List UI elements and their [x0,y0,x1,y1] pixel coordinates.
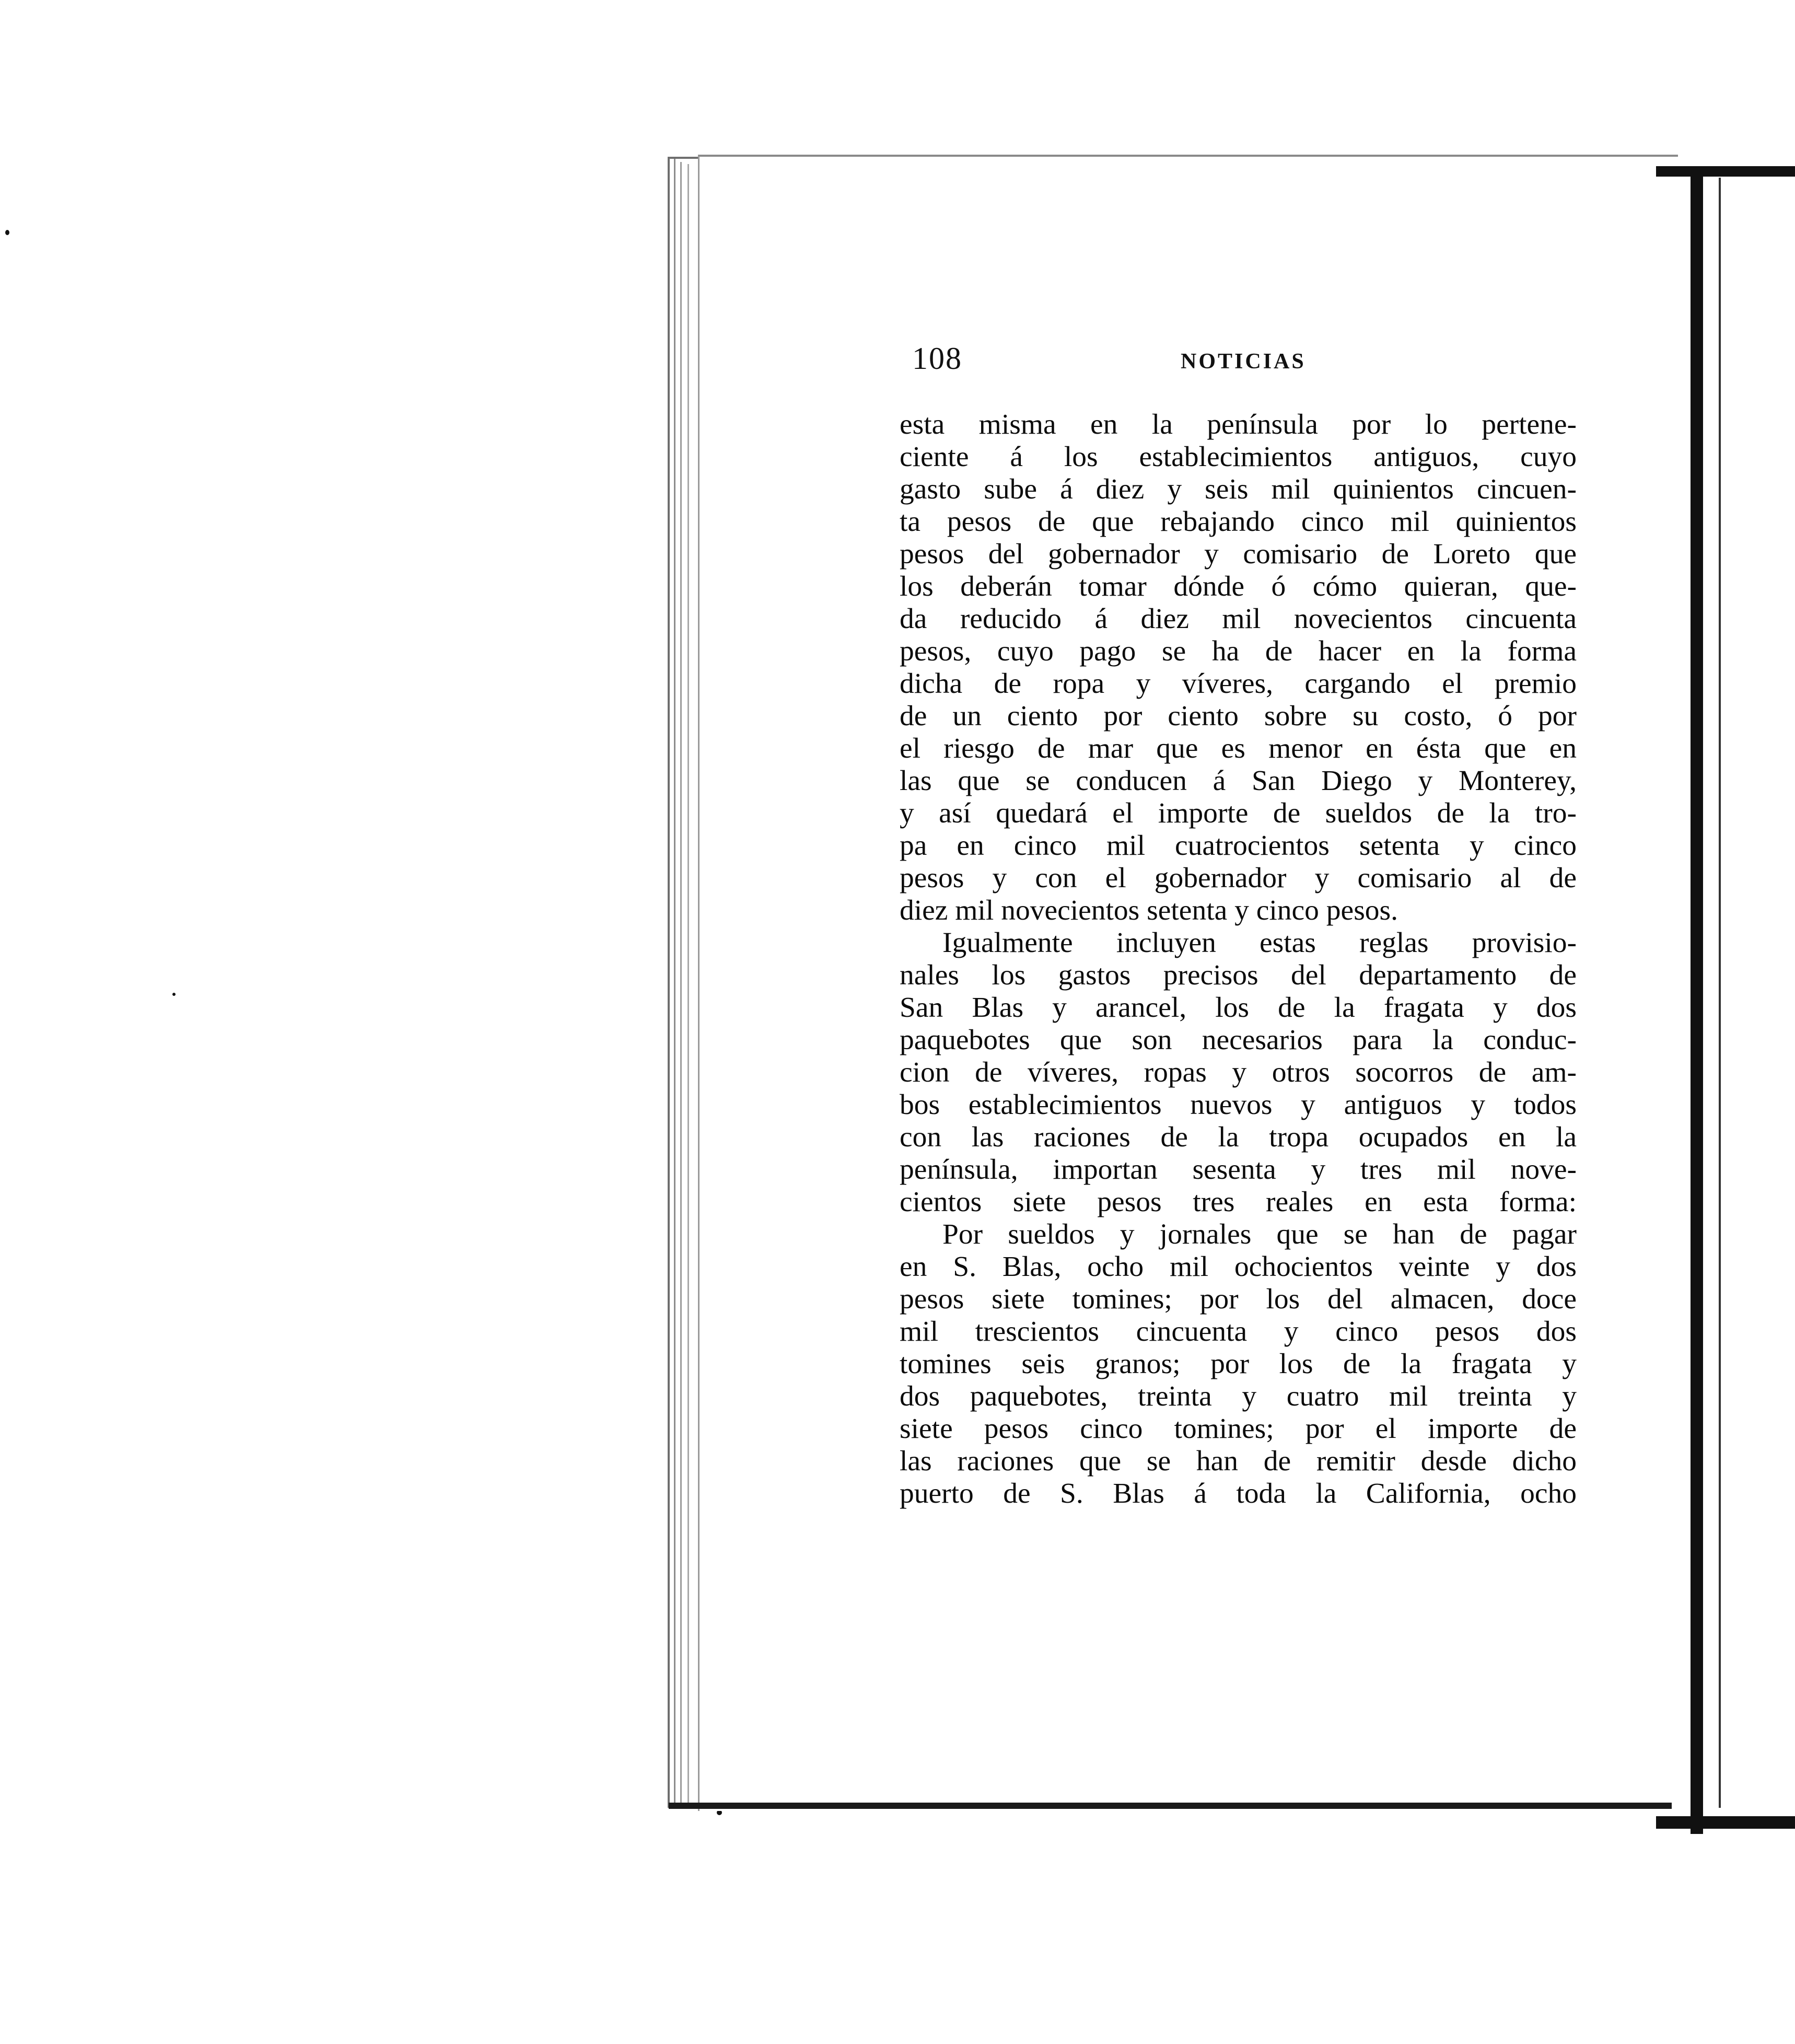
book-cover-edge [1656,1816,1795,1829]
text-line: San Blas y arancel, los de la fragata y dos [900,992,1577,1024]
text-line: gasto sube á diez y seis mil quinientos cincuen- [900,473,1577,505]
text-line: ta pesos de que rebajando cinco mil quinientos [900,506,1577,538]
text-line: siete pesos cinco tomines; por el importe de [900,1413,1577,1445]
text-line: con las raciones de la tropa ocupados en la [900,1121,1577,1153]
page-edge [687,164,689,1803]
text-line: Por sueldos y jornales que se han de pagar [942,1218,1577,1250]
text-line: pesos siete tomines; por los del almacen, doce [900,1283,1577,1315]
page-number: 108 [912,341,962,376]
page-bottom-edge [669,1803,1672,1809]
text-line: cientos siete pesos tres reales en esta forma: [900,1186,1577,1218]
text-line: en S. Blas, ocho mil ochocientos veinte y dos [900,1251,1577,1283]
facing-page [1719,178,1795,1808]
page-header [912,341,1576,382]
text-line: mil trescientos cincuenta y cinco pesos dos [900,1316,1577,1348]
text-line: dicha de ropa y víveres, cargando el premio [900,668,1577,700]
text-line: pa en cinco mil cuatrocientos setenta y cinco [900,830,1577,862]
running-head: NOTICIAS [1181,350,1306,374]
text-line: las raciones que se han de remitir desde dicho [900,1445,1577,1477]
text-line: el riesgo de mar que es menor en ésta que en [900,733,1577,764]
text-line: pesos, cuyo pago se ha de hacer en la forma [900,635,1577,667]
text-line: puerto de S. Blas á toda la California, ocho [900,1478,1577,1509]
text-line: esta misma en la península por lo pertene- [900,409,1577,440]
book-cover-edge [1656,166,1795,177]
text-line: Igualmente incluyen estas reglas provisio- [942,927,1577,959]
text-line: nales los gastos precisos del departamento de [900,959,1577,991]
page-edge [668,157,670,1808]
text-line: bos establecimientos nuevos y antiguos y todos [900,1089,1577,1121]
text-line: ciente á los establecimientos antiguos, cuyo [900,441,1577,473]
text-line: de un ciento por ciento sobre su costo, ó por [900,700,1577,732]
page-edge [668,157,699,159]
text-line: paquebotes que son necesarios para la conduc- [900,1024,1577,1056]
text-line: pesos y con el gobernador y comisario al de [900,862,1577,894]
text-line: los deberán tomar dónde ó cómo quieran, que- [900,571,1577,602]
text-line: dos paquebotes, treinta y cuatro mil treinta y [900,1380,1577,1412]
book-cover-edge [1691,167,1703,1834]
text-line: tomines seis granos; por los de la fragata y [900,1348,1577,1380]
text-line: península, importan sesenta y tres mil nove- [900,1154,1577,1186]
scan-speck [172,993,176,996]
scan-speck [5,230,9,235]
page-edge [680,162,682,1803]
text-line: diez mil novecientos setenta y cinco pesos. [900,895,1398,926]
text-line: pesos del gobernador y comisario de Loreto que [900,538,1577,570]
page-edge [674,159,675,1805]
text-line: da reducido á diez mil novecientos cincuenta [900,603,1577,635]
body-text [900,409,1577,1510]
text-line: y así quedará el importe de sueldos de la tro- [900,797,1577,829]
text-line: cion de víveres, ropas y otros socorros de am- [900,1056,1577,1088]
text-line: las que se conducen á San Diego y Monterey, [900,765,1577,797]
